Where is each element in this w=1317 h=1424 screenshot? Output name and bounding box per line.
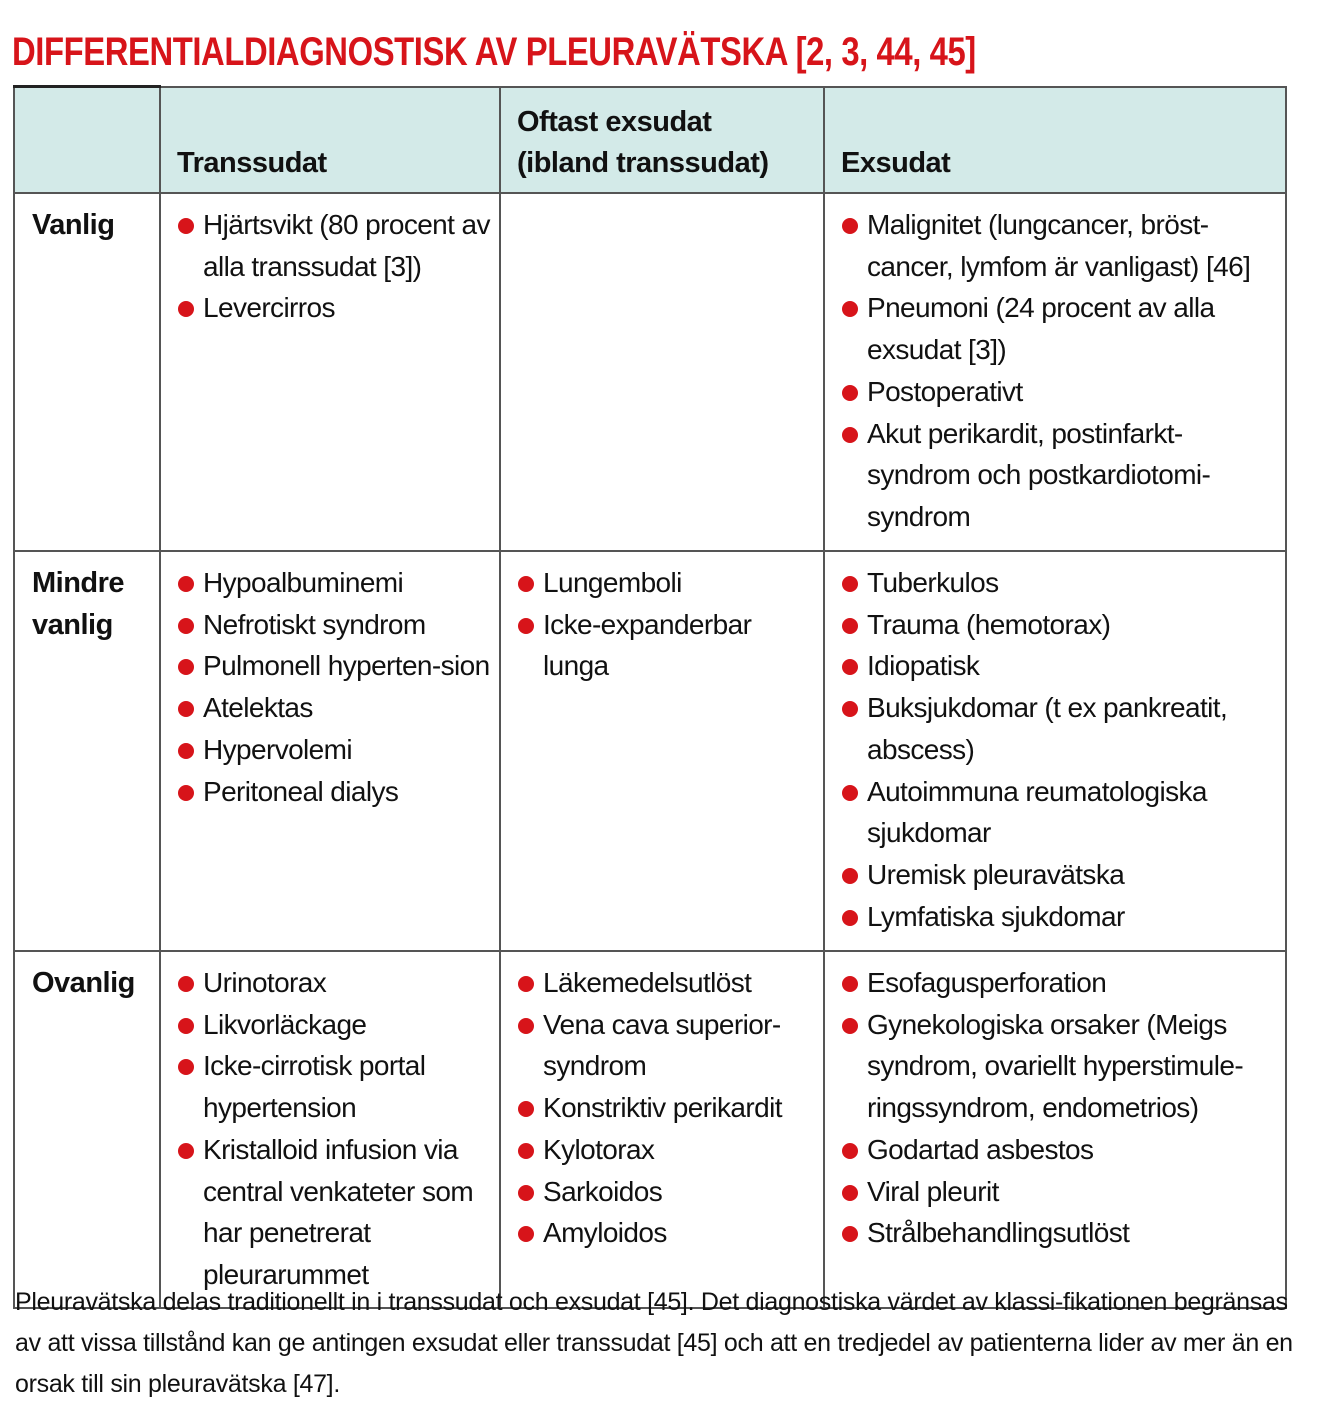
list-item: [518, 1212, 817, 1254]
table-header-row: [14, 87, 1286, 194]
list-item-text: Lymfatiska sjukdomar: [867, 900, 1125, 932]
bullet-dot-icon: [178, 976, 194, 992]
bullet-dot-icon: [178, 218, 194, 234]
header-exsudat: Exsudat: [824, 87, 1286, 194]
list-item-text: Icke-expanderbar lunga: [543, 608, 752, 682]
list-item: [178, 771, 493, 813]
bullet-dot-icon: [842, 1226, 858, 1242]
bullet-dot-icon: [842, 1185, 858, 1201]
list-item: [518, 1171, 817, 1213]
list-item-text: Lungemboli: [543, 567, 682, 598]
bullet-dot-icon: [178, 1018, 194, 1034]
bullet-dot-icon: [842, 785, 858, 801]
cell-exsudat: [824, 951, 1286, 1308]
list-item: [842, 896, 1279, 938]
list-item-text: Likvorläckage: [203, 1008, 367, 1040]
bullet-dot-icon: [178, 1059, 194, 1075]
bullet-list: [161, 194, 499, 337]
bullet-dot-icon: [842, 1018, 858, 1034]
list-item: [518, 1129, 817, 1171]
list-item: [178, 1004, 493, 1046]
list-item: [842, 645, 1279, 687]
list-item: [842, 1212, 1279, 1254]
bullet-dot-icon: [178, 576, 194, 592]
list-item-text: Esofagusperforation: [867, 967, 1107, 998]
bullet-dot-icon: [178, 618, 194, 634]
table-row: [14, 193, 1286, 551]
list-item: [518, 1087, 817, 1129]
bullet-dot-icon: [842, 385, 858, 401]
header-oftast-line1: Oftast exsudat: [517, 106, 712, 138]
row-label: Ovanlig: [14, 951, 160, 1308]
row-label: [14, 551, 160, 951]
table-row: [14, 951, 1286, 1308]
list-item-text: Konstriktiv perikardit: [543, 1092, 782, 1124]
cell-transsudat: [160, 193, 500, 551]
cell-exsudat: [824, 551, 1286, 951]
cell-oftast-exsudat: [500, 951, 824, 1308]
list-item-text: Icke-cirrotisk portal hypertension: [203, 1050, 426, 1124]
bullet-dot-icon: [518, 576, 534, 592]
bullet-dot-icon: [178, 743, 194, 759]
list-item-text: Tuberkulos: [867, 567, 999, 598]
bullet-dot-icon: [518, 1101, 534, 1117]
list-item-text: Idiopatisk: [867, 650, 980, 682]
list-item: [842, 1171, 1279, 1213]
list-item-text: Hypervolemi: [203, 733, 352, 765]
list-item: [178, 204, 493, 287]
cell-transsudat: [160, 551, 500, 951]
list-item-text: Vena cava superior-syndrom: [543, 1008, 781, 1082]
bullet-list: [825, 552, 1285, 945]
bullet-dot-icon: [518, 1018, 534, 1034]
list-item-text: Pulmonell hyperten-sion: [203, 650, 490, 682]
list-item: [178, 287, 493, 329]
list-item-text: Kristalloid infusion via central venkateter som har penetrerat pleurarummet: [203, 1133, 474, 1290]
list-item-text: Atelektas: [203, 692, 313, 724]
bullet-list: [825, 952, 1285, 1262]
list-item-text: Läkemedelsutlöst: [543, 967, 752, 998]
bullet-dot-icon: [842, 301, 858, 317]
bullet-dot-icon: [842, 427, 858, 443]
header-oftast-exsudat: [500, 87, 824, 194]
bullet-list: [161, 552, 499, 820]
differential-diagnosis-table: [13, 85, 1287, 1309]
list-item: [842, 287, 1279, 370]
list-item-text: Malignitet (lungcancer, bröst-cancer, lymfom är vanligast) [46]: [867, 209, 1251, 282]
list-item-text: Hjärtsvikt (80 procent av alla transsudat [3]): [203, 209, 490, 282]
list-item-text: Strålbehandlingsutlöst: [867, 1217, 1130, 1249]
list-item: [178, 1045, 493, 1128]
bullet-dot-icon: [518, 1143, 534, 1159]
list-item-text: Trauma (hemotorax): [867, 608, 1111, 640]
list-item-text: Uremisk pleuravätska: [867, 858, 1125, 890]
list-item-text: Pneumoni (24 procent av alla exsudat [3]): [867, 292, 1215, 366]
header-empty: [14, 87, 160, 194]
list-item-text: Kylotorax: [543, 1133, 655, 1165]
bullet-dot-icon: [518, 976, 534, 992]
list-item: [178, 645, 493, 687]
bullet-dot-icon: [842, 976, 858, 992]
cell-exsudat: [824, 193, 1286, 551]
page-title: DIFFERENTIALDIAGNOSTISK AV PLEURAVÄTSKA [2, 3, 44, 45]: [12, 30, 976, 74]
bullet-dot-icon: [842, 701, 858, 717]
list-item: [178, 562, 493, 604]
bullet-dot-icon: [842, 618, 858, 634]
list-item-text: Nefrotiskt syndrom: [203, 608, 426, 640]
row-label: Vanlig: [14, 193, 160, 551]
list-item-text: Postoperativt: [867, 375, 1023, 407]
bullet-dot-icon: [518, 1185, 534, 1201]
list-item-text: Levercirros: [203, 292, 335, 324]
list-item: [178, 687, 493, 729]
list-item-text: Urinotorax: [203, 967, 327, 998]
list-item-text: Autoimmuna reumatologiska sjukdomar: [867, 775, 1207, 849]
row-label-line1: Mindre: [32, 567, 125, 599]
bullet-list: [825, 194, 1285, 546]
list-item-text: Akut perikardit, postinfarkt-syndrom och postkardiotomi-syndrom: [867, 417, 1211, 532]
bullet-dot-icon: [178, 785, 194, 801]
list-item-text: Hypoalbuminemi: [203, 567, 404, 598]
table-row: [14, 551, 1286, 951]
bullet-dot-icon: [842, 910, 858, 926]
list-item: [842, 413, 1279, 538]
bullet-dot-icon: [518, 1226, 534, 1242]
list-item: [842, 204, 1279, 287]
table-caption: Pleuravätska delas traditionellt in i transsudat och exsudat [45]. Det diagnostiska värdet av klassi-fikationen begränsas av att vissa tillstånd kan ge antingen exsudat eller transsudat [45] och att en tredjedel av patienterna lider av mer än en orsak till sin pleuravätska [47].: [15, 1288, 1293, 1398]
list-item-text: Sarkoidos: [543, 1175, 663, 1207]
list-item: [178, 604, 493, 646]
bullet-dot-icon: [842, 576, 858, 592]
list-item: [178, 962, 493, 1004]
list-item-text: Buksjukdomar (t ex pankreatit, abscess): [867, 692, 1228, 765]
bullet-dot-icon: [178, 659, 194, 675]
list-item-text: Amyloidos: [543, 1217, 667, 1249]
bullet-list: [161, 952, 499, 1304]
list-item: [518, 962, 817, 1004]
list-item: [842, 371, 1279, 413]
list-item: [842, 1129, 1279, 1171]
list-item: [842, 604, 1279, 646]
cell-oftast-exsudat: [500, 551, 824, 951]
list-item-text: Viral pleurit: [867, 1175, 999, 1207]
list-item: [842, 687, 1279, 770]
bullet-list: [501, 952, 823, 1262]
cell-transsudat: [160, 951, 500, 1308]
list-item: [518, 604, 817, 687]
bullet-dot-icon: [842, 659, 858, 675]
list-item: [842, 854, 1279, 896]
list-item: [178, 729, 493, 771]
row-label-line2: vanlig: [32, 609, 113, 641]
cell-oftast-exsudat: [500, 193, 824, 551]
bullet-list: [501, 552, 823, 695]
list-item: [842, 562, 1279, 604]
list-item: [178, 1129, 493, 1296]
list-item: [842, 1004, 1279, 1129]
bullet-dot-icon: [178, 1143, 194, 1159]
list-item-text: Peritoneal dialys: [203, 775, 399, 807]
list-item-text: Gynekologiska orsaker (Meigs syndrom, ovariellt hyperstimule-ringssyndrom, endometrios): [867, 1008, 1244, 1124]
bullet-dot-icon: [842, 218, 858, 234]
header-transsudat: Transsudat: [160, 87, 500, 194]
bullet-dot-icon: [178, 301, 194, 317]
bullet-dot-icon: [518, 618, 534, 634]
header-oftast-line2: (ibland transsudat): [517, 147, 769, 179]
list-item: [518, 562, 817, 604]
list-item: [518, 1004, 817, 1087]
bullet-list: [501, 194, 823, 212]
bullet-dot-icon: [842, 868, 858, 884]
bullet-dot-icon: [842, 1143, 858, 1159]
list-item: [842, 771, 1279, 854]
list-item: [842, 962, 1279, 1004]
bullet-dot-icon: [178, 701, 194, 717]
list-item-text: Godartad asbestos: [867, 1133, 1094, 1165]
